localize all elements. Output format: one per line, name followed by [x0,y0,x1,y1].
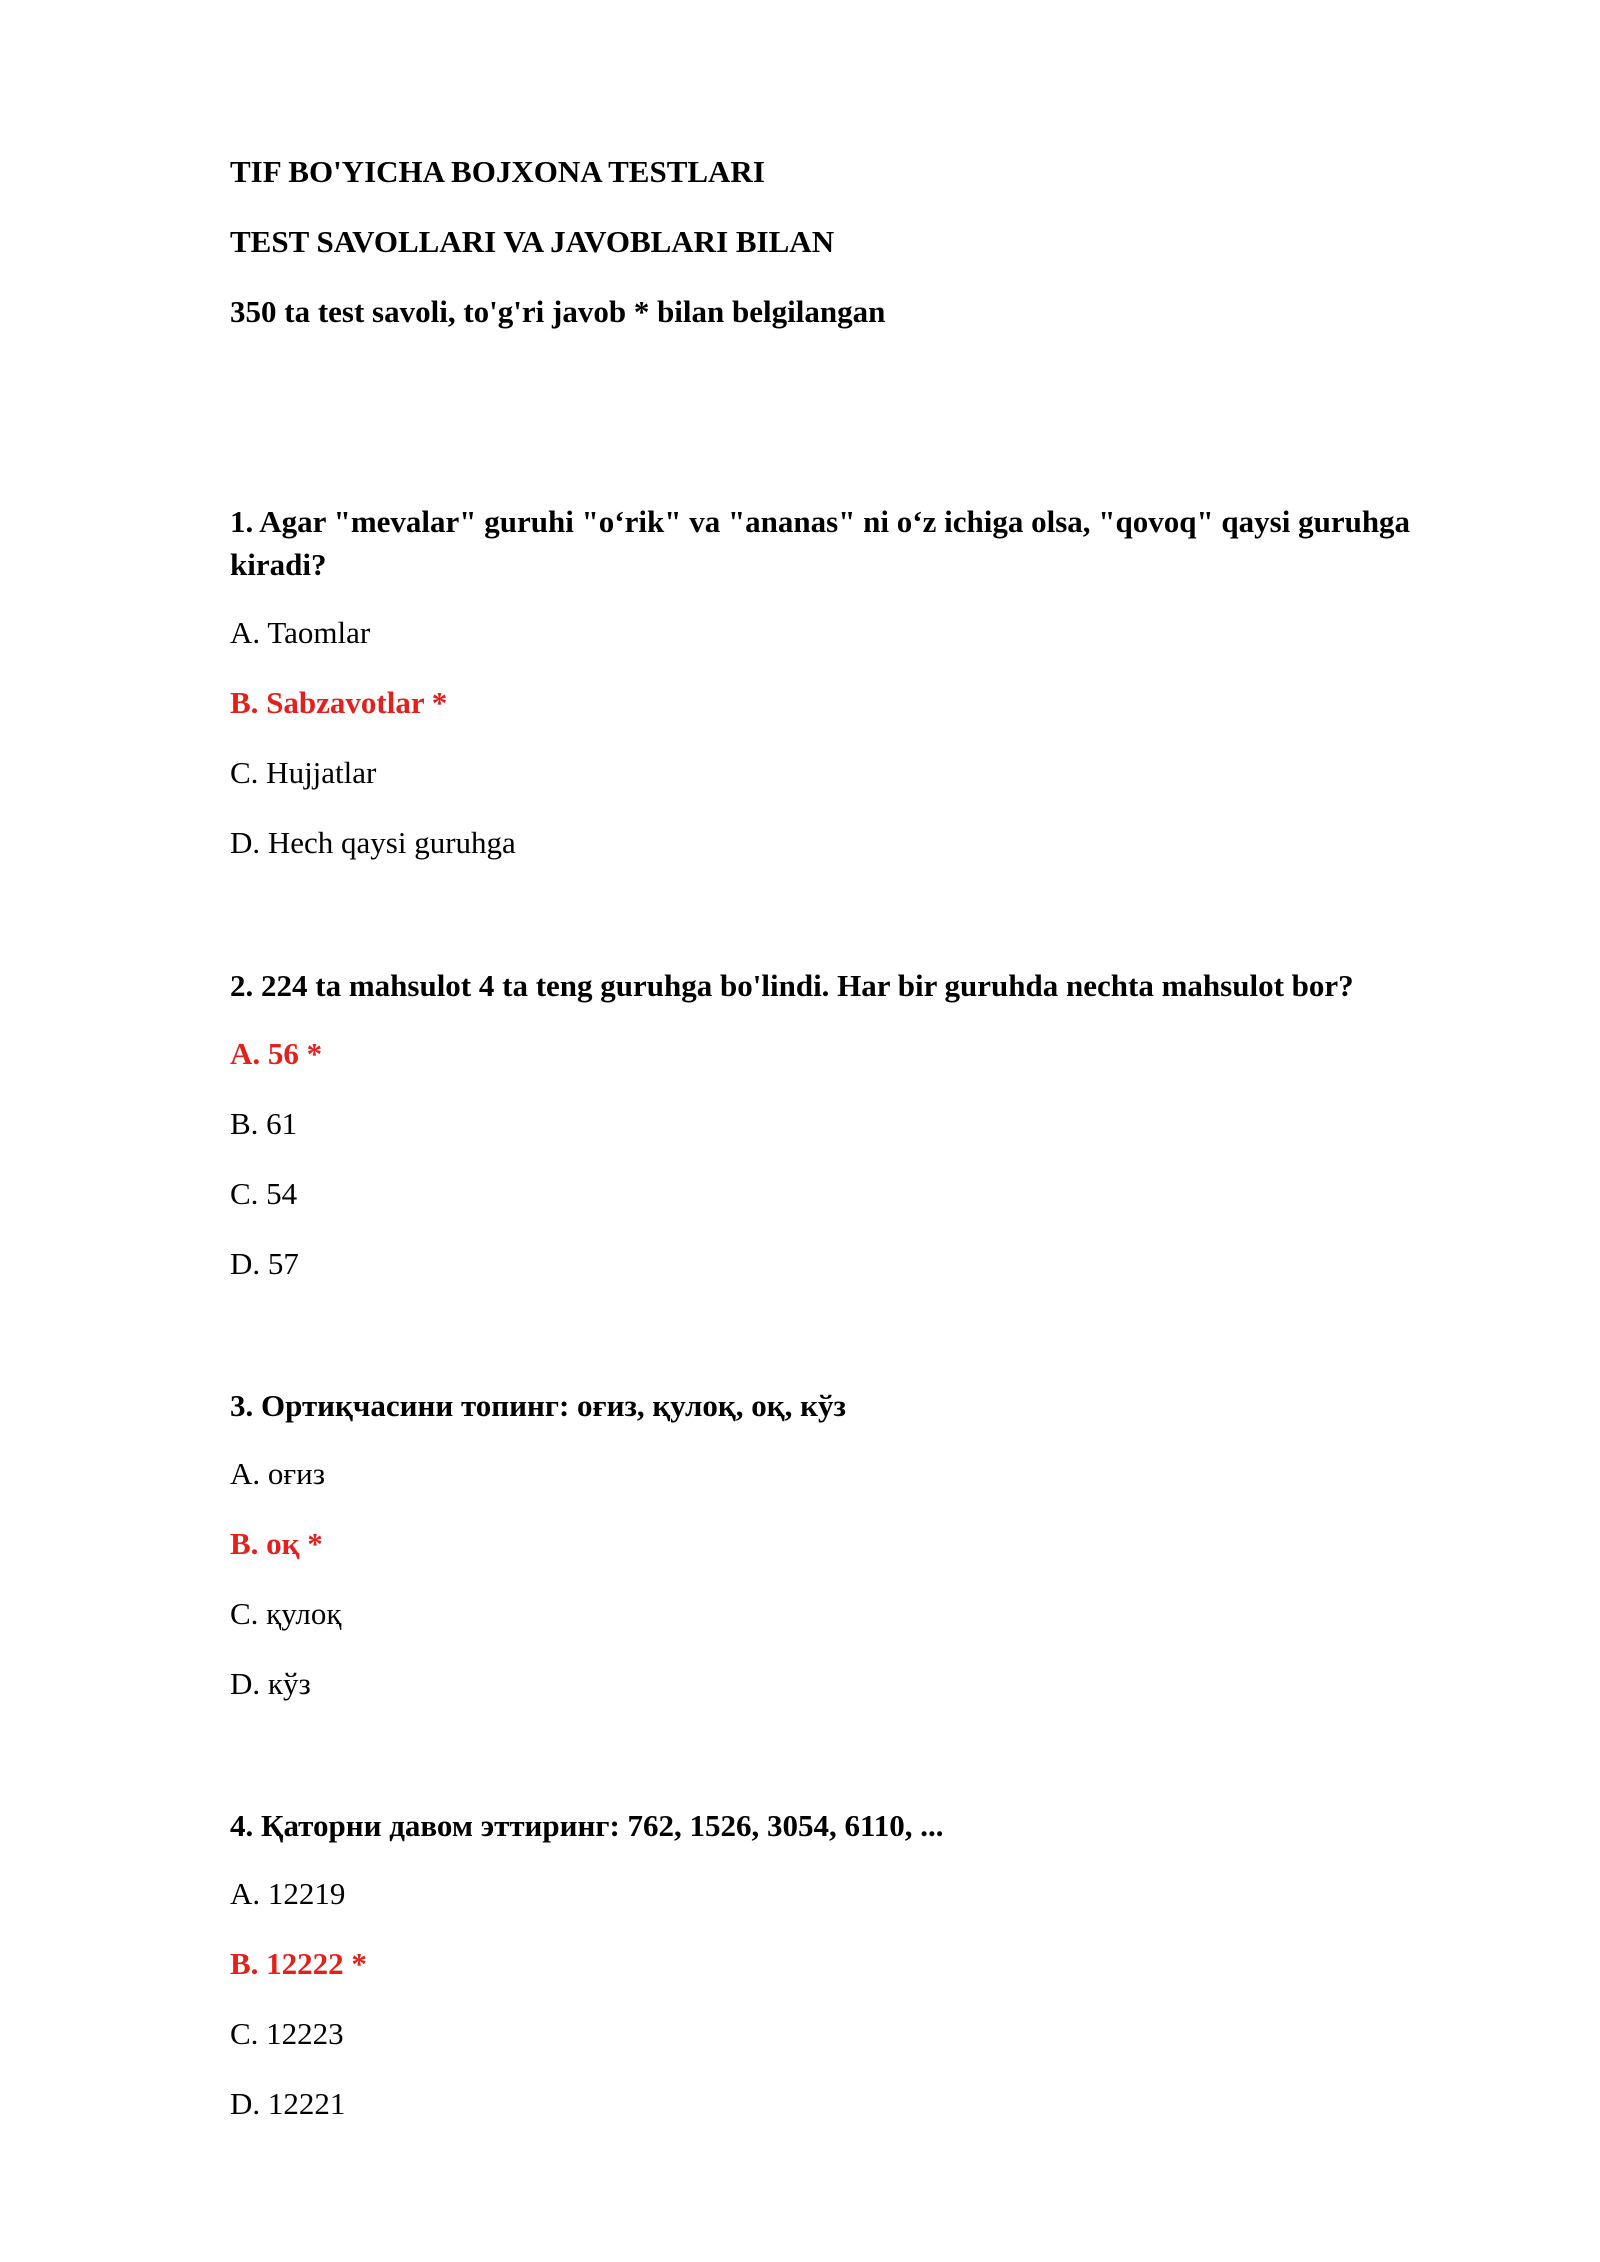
option-a: A. оғиз [230,1456,325,1491]
option-b-correct: B. 12222 * [230,1946,367,1981]
answer-options [230,1034,1480,1284]
option-d: D. 12221 [230,2086,346,2121]
option-c: C. қулоқ [230,1596,342,1631]
option-a: A. 12219 [230,1876,346,1911]
option-b: B. 61 [230,1106,298,1141]
option-c: C. 54 [230,1176,298,1211]
question-3 [230,1384,1480,1734]
question-text: 2. 224 ta mahsulot 4 ta teng guruhga bo'lindi. Har bir guruhda nechta mahsulot bor? [230,968,1354,1003]
question-4 [230,1804,1480,2154]
question-text: 3. Ортиқчасини топинг: оғиз, қулоқ, оқ, кўз [230,1388,846,1423]
answer-options [230,613,1480,863]
document-title: TIF BO'YICHA BOJXONA TESTLARI [230,154,765,189]
option-c: C. Hujjatlar [230,755,377,790]
answer-options [230,1454,1480,1704]
document-note: 350 ta test savoli, to'g'ri javob * bilan belgilangan [230,294,886,329]
option-d: D. кўз [230,1666,311,1701]
answer-options [230,1874,1480,2124]
option-b-correct: B. оқ * [230,1526,323,1561]
option-a-correct: A. 56 * [230,1036,323,1071]
option-b-correct: B. Sabzavotlar * [230,685,448,720]
question-1 [230,500,1480,893]
option-d: D. Hech qaysi guruhga [230,825,516,860]
document-subtitle: TEST SAVOLLARI VA JAVOBLARI BILAN [230,224,835,259]
question-text: 1. Agar "mevalar" guruhi "o‘rik" va "ananas" ni o‘z ichiga olsa, "qovoq" qaysi guruhga kiradi? [230,504,1411,582]
option-d: D. 57 [230,1246,299,1281]
question-text: 4. Қаторни давом эттиринг: 762, 1526, 3054, 6110, ... [230,1808,944,1843]
option-c: C. 12223 [230,2016,344,2051]
option-a: A. Taomlar [230,615,371,650]
question-2 [230,964,1480,1314]
